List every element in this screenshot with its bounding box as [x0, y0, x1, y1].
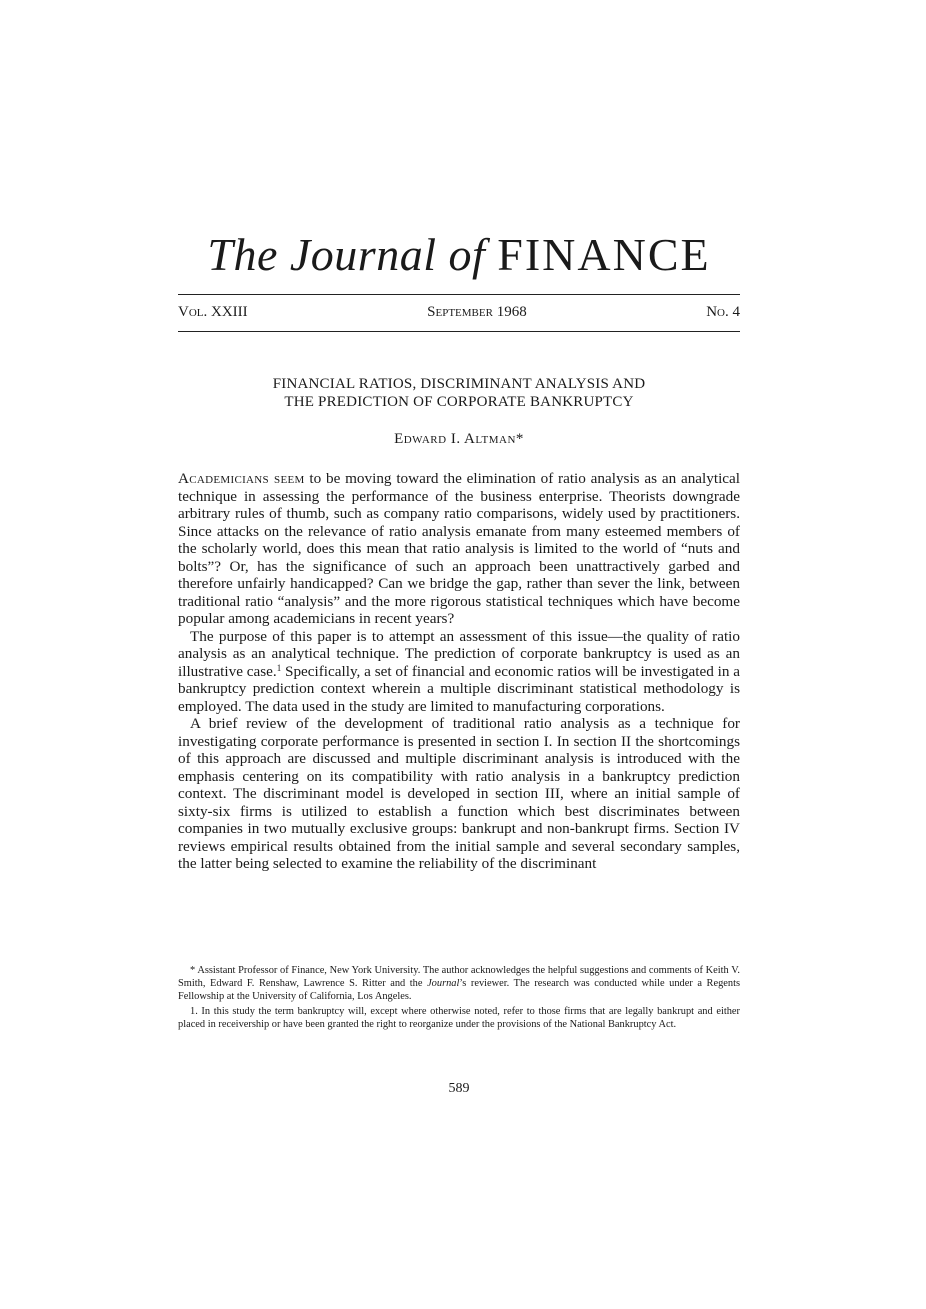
issue-number: No. 4	[706, 304, 740, 320]
paragraph-1-lead: Academicians seem	[178, 470, 305, 487]
footnote-star	[178, 965, 740, 1003]
footnote-1: 1. In this study the term bankruptcy will, except where otherwise noted, refer to those firms that are legally bankrupt and either placed in receivership or have been granted the right to reorganize under the provisions of the National Bankruptcy Act.	[178, 1006, 740, 1031]
footnote-ref-1[interactable]: 1	[276, 662, 282, 673]
footnote-star-text-a: * Assistant Professor of Finance, New York University. The author acknowledges the helpful suggestions and comments of Keith V. Smith, Edward F. Renshaw, Lawrence S. Ritter and the	[178, 965, 740, 989]
footnote-star-journal: Journal	[427, 977, 460, 989]
masthead-bottom-rule	[178, 331, 740, 332]
article-author: Edward I. Altman*	[394, 431, 524, 447]
body-paragraph-2	[178, 628, 740, 716]
article-body	[178, 470, 740, 873]
paragraph-2-text-a: The purpose of this paper is to attempt an assessment of this issue—the quality of ratio analysis as an analytical technique. The prediction of corporate bankruptcy is used as an illustrative case.	[178, 627, 740, 680]
article-title-line-1: FINANCIAL RATIOS, DISCRIMINANT ANALYSIS AND	[272, 376, 646, 392]
page-number: 589	[448, 1081, 470, 1096]
journal-masthead	[178, 228, 740, 281]
masthead-journal: Journal	[289, 229, 437, 280]
footnotes	[178, 965, 740, 1035]
article-title	[178, 375, 740, 411]
issue-date: September 1968	[427, 304, 527, 320]
body-paragraph-1	[178, 470, 740, 628]
issue-volume: Vol. XXIII	[178, 304, 248, 320]
body-paragraph-3: A brief review of the development of traditional ratio analysis as a technique for investigating corporate performance is presented in section I. In section II the shortcomings of this approach are discussed and multiple discriminant analysis is introduced with the emphasis centering on its compatibility with ratio analysis in a bankruptcy prediction context. The discriminant model is developed in section III, where an initial sample of sixty-six firms is utilized to establish a function which best discriminates between companies in two mutually exclusive groups: bankrupt and non-bankrupt firms. Section IV reviews empirical results obtained from the initial sample and several secondary samples, the latter being selected to examine the reliability of the discriminant	[178, 715, 740, 872]
paragraph-2-text-b: Specifically, a set of financial and economic ratios will be investigated in a bankruptcy prediction context wherein a multiple discriminant statistical methodology is employed. The data used in the study are limited to manufacturing corporations.	[178, 662, 741, 715]
masthead-finance: FINANCE	[497, 229, 711, 280]
masthead-the: The	[207, 229, 278, 280]
issue-line	[178, 304, 740, 321]
footnote-star-text-b: ’s reviewer. The research was conducted while under a Regents Fellowship at the University of California, Los Angeles.	[178, 977, 741, 1002]
masthead-top-rule	[178, 294, 740, 295]
paragraph-1-text: to be moving toward the elimination of ratio analysis as an analytical technique in assessing the performance of the business enterprise. Theorists downgrade arbitrary rules of thumb, such as company ratio comparisons, widely used by practitioners. Since attacks on the relevance of ratio analysis emanate from many esteemed members of the scholarly world, does this mean that ratio analysis is limited to the world of “nuts and bolts”? Or, has the significance of such an approach been unattractively garbed and therefore unfairly handicapped? Can we bridge the gap, rather than sever the link, between traditional ratio “analysis” and the more rigorous statistical techniques which have become popular among academicians in recent years?	[178, 470, 740, 627]
article-title-line-2: THE PREDICTION OF CORPORATE BANKRUPTCY	[284, 394, 634, 410]
masthead-of: of	[448, 229, 486, 280]
